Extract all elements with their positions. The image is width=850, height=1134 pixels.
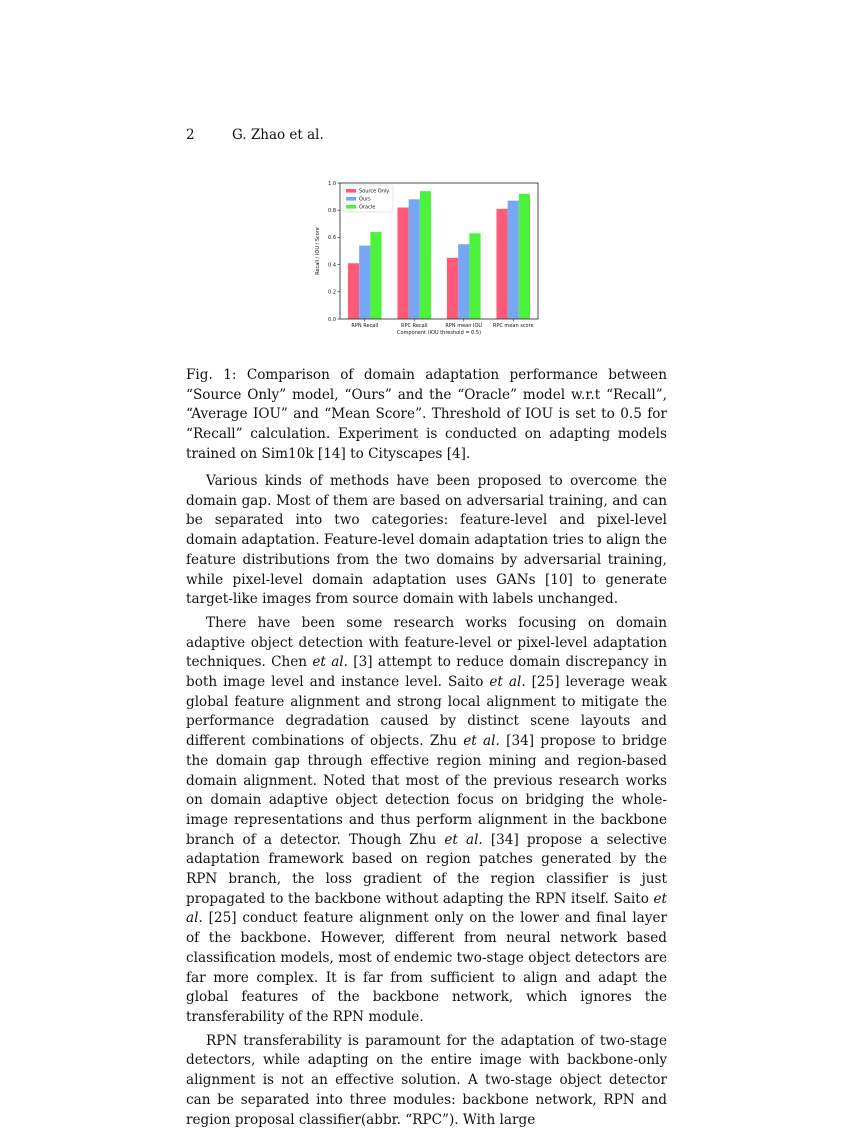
body-paragraph xyxy=(186,472,667,610)
legend-swatch xyxy=(346,197,356,201)
bar-ours xyxy=(458,244,469,319)
y-axis-label: Recall / IOU / Score xyxy=(315,227,321,275)
italic-text: et al. xyxy=(186,890,667,927)
x-tick-label: RPC Recall xyxy=(401,323,428,329)
y-tick-label: 0.0 xyxy=(328,316,336,323)
bar-source-only xyxy=(348,263,359,319)
legend-label: Oracle xyxy=(359,204,376,211)
paragraph-text: [34] propose to bridge the domain gap through effective region mining and region-based domain alignment. Noted that most of the previous research works on domain adaptive object detection focus on bridging the whole-image representations and thus perform alignment in the backbone branch of a detector. Though Zhu xyxy=(186,733,668,848)
y-tick-label: 0.4 xyxy=(328,262,336,269)
x-tick-label: RPN Recall xyxy=(351,323,379,329)
x-tick-label: RPC mean score xyxy=(492,323,534,329)
running-head-authors: G. Zhao et al. xyxy=(232,127,324,143)
italic-text: et al. xyxy=(444,831,483,848)
figure-1 xyxy=(310,175,540,340)
italic-text: et al. xyxy=(489,674,526,691)
y-tick-label: 0.8 xyxy=(328,208,336,214)
bar-oracle xyxy=(469,233,480,319)
y-tick-label: 0.2 xyxy=(328,289,336,296)
y-tick-label: 1.0 xyxy=(328,180,336,187)
bar-oracle xyxy=(420,191,431,319)
paragraph-text: [25] conduct feature alignment only on the lower and final layer of the backbone. However, different from neural network based classification models, most of endemic two-stage object detectors are far more complex. It is far from sufficient to align and adapt the global features of the backbone network, which ignores the transferability of the RPN module. xyxy=(186,910,667,1025)
page-number: 2 xyxy=(186,127,195,143)
bar-ours xyxy=(409,199,420,319)
bar-chart xyxy=(310,175,540,340)
legend-label: Ours xyxy=(359,196,371,203)
figure-caption xyxy=(186,366,667,465)
legend-swatch xyxy=(346,189,356,193)
paragraph-text: [34] propose a selective adaptation framework based on region patches generated by the RPN branch, the loss gradient of the region classifier is just propagated to the backbone without adapting the RPN itself. Saito xyxy=(186,831,668,907)
y-tick-label: 0.6 xyxy=(328,235,336,242)
italic-text: et al. xyxy=(312,654,348,671)
paragraph-text: There have been some research works focusing on domain adaptive object detection with feature-level or pixel-level adaptation techniques. Chen xyxy=(186,614,667,671)
paragraph-text: [3] attempt to reduce domain discrepancy in both image level and instance level. Saito xyxy=(186,654,668,691)
bar-source-only xyxy=(447,258,458,319)
chart-legend xyxy=(343,185,393,212)
italic-text: et al. xyxy=(463,733,500,750)
body-paragraph xyxy=(186,614,667,1028)
bar-ours xyxy=(508,201,519,319)
paragraph-text: [25] leverage weak global feature alignment and strong local alignment to mitigate the performance degradation caused by distinct scene layouts and different combinations of objects. Zhu xyxy=(186,674,667,750)
bar-oracle xyxy=(519,194,530,319)
x-axis-label: Component (IOU threshold = 0.5) xyxy=(396,330,482,336)
caption-text: Comparison of domain adaptation performance between “Source Only” model, “Ours” and the “Oracle” model w.r.t “Recall”, “Average IOU” and “Mean Score”. Threshold of IOU is set to 0.5 for “Recall” calculation. Experiment is conducted on adapting models trained on Sim10k [14] to Cityscapes [4]. xyxy=(186,367,667,462)
legend-swatch xyxy=(346,205,356,209)
bar-source-only xyxy=(397,207,408,319)
paragraph-text: Various kinds of methods have been proposed to overcome the domain gap. Most of them are based on adversarial training, and can be separated into two categories: feature-level and pixel-level domain adaptation. Feature-level domain adaptation tries to align the feature distributions from the two domains by adversarial training, while pixel-level domain adaptation uses GANs [10] to generate target-like images from source domain with labels unchanged. xyxy=(186,473,667,608)
body-text xyxy=(186,472,667,1134)
bar-source-only xyxy=(496,209,507,319)
caption-label: Fig. 1: xyxy=(186,367,237,383)
paragraph-text: RPN transferability is paramount for the adaptation of two-stage detectors, while adapting on the entire image with backbone-only alignment is not an effective solution. A two-stage object detector can be separated into three modules: backbone network, RPN and region proposal classifier(abbr. “RPC”). With large xyxy=(186,1032,667,1128)
running-head xyxy=(186,127,324,143)
x-tick-label: RPN mean IOU xyxy=(445,323,483,329)
bar-ours xyxy=(359,246,370,319)
legend-label: Source Only xyxy=(359,188,390,195)
body-paragraph xyxy=(186,1032,667,1131)
bar-oracle xyxy=(370,232,381,319)
